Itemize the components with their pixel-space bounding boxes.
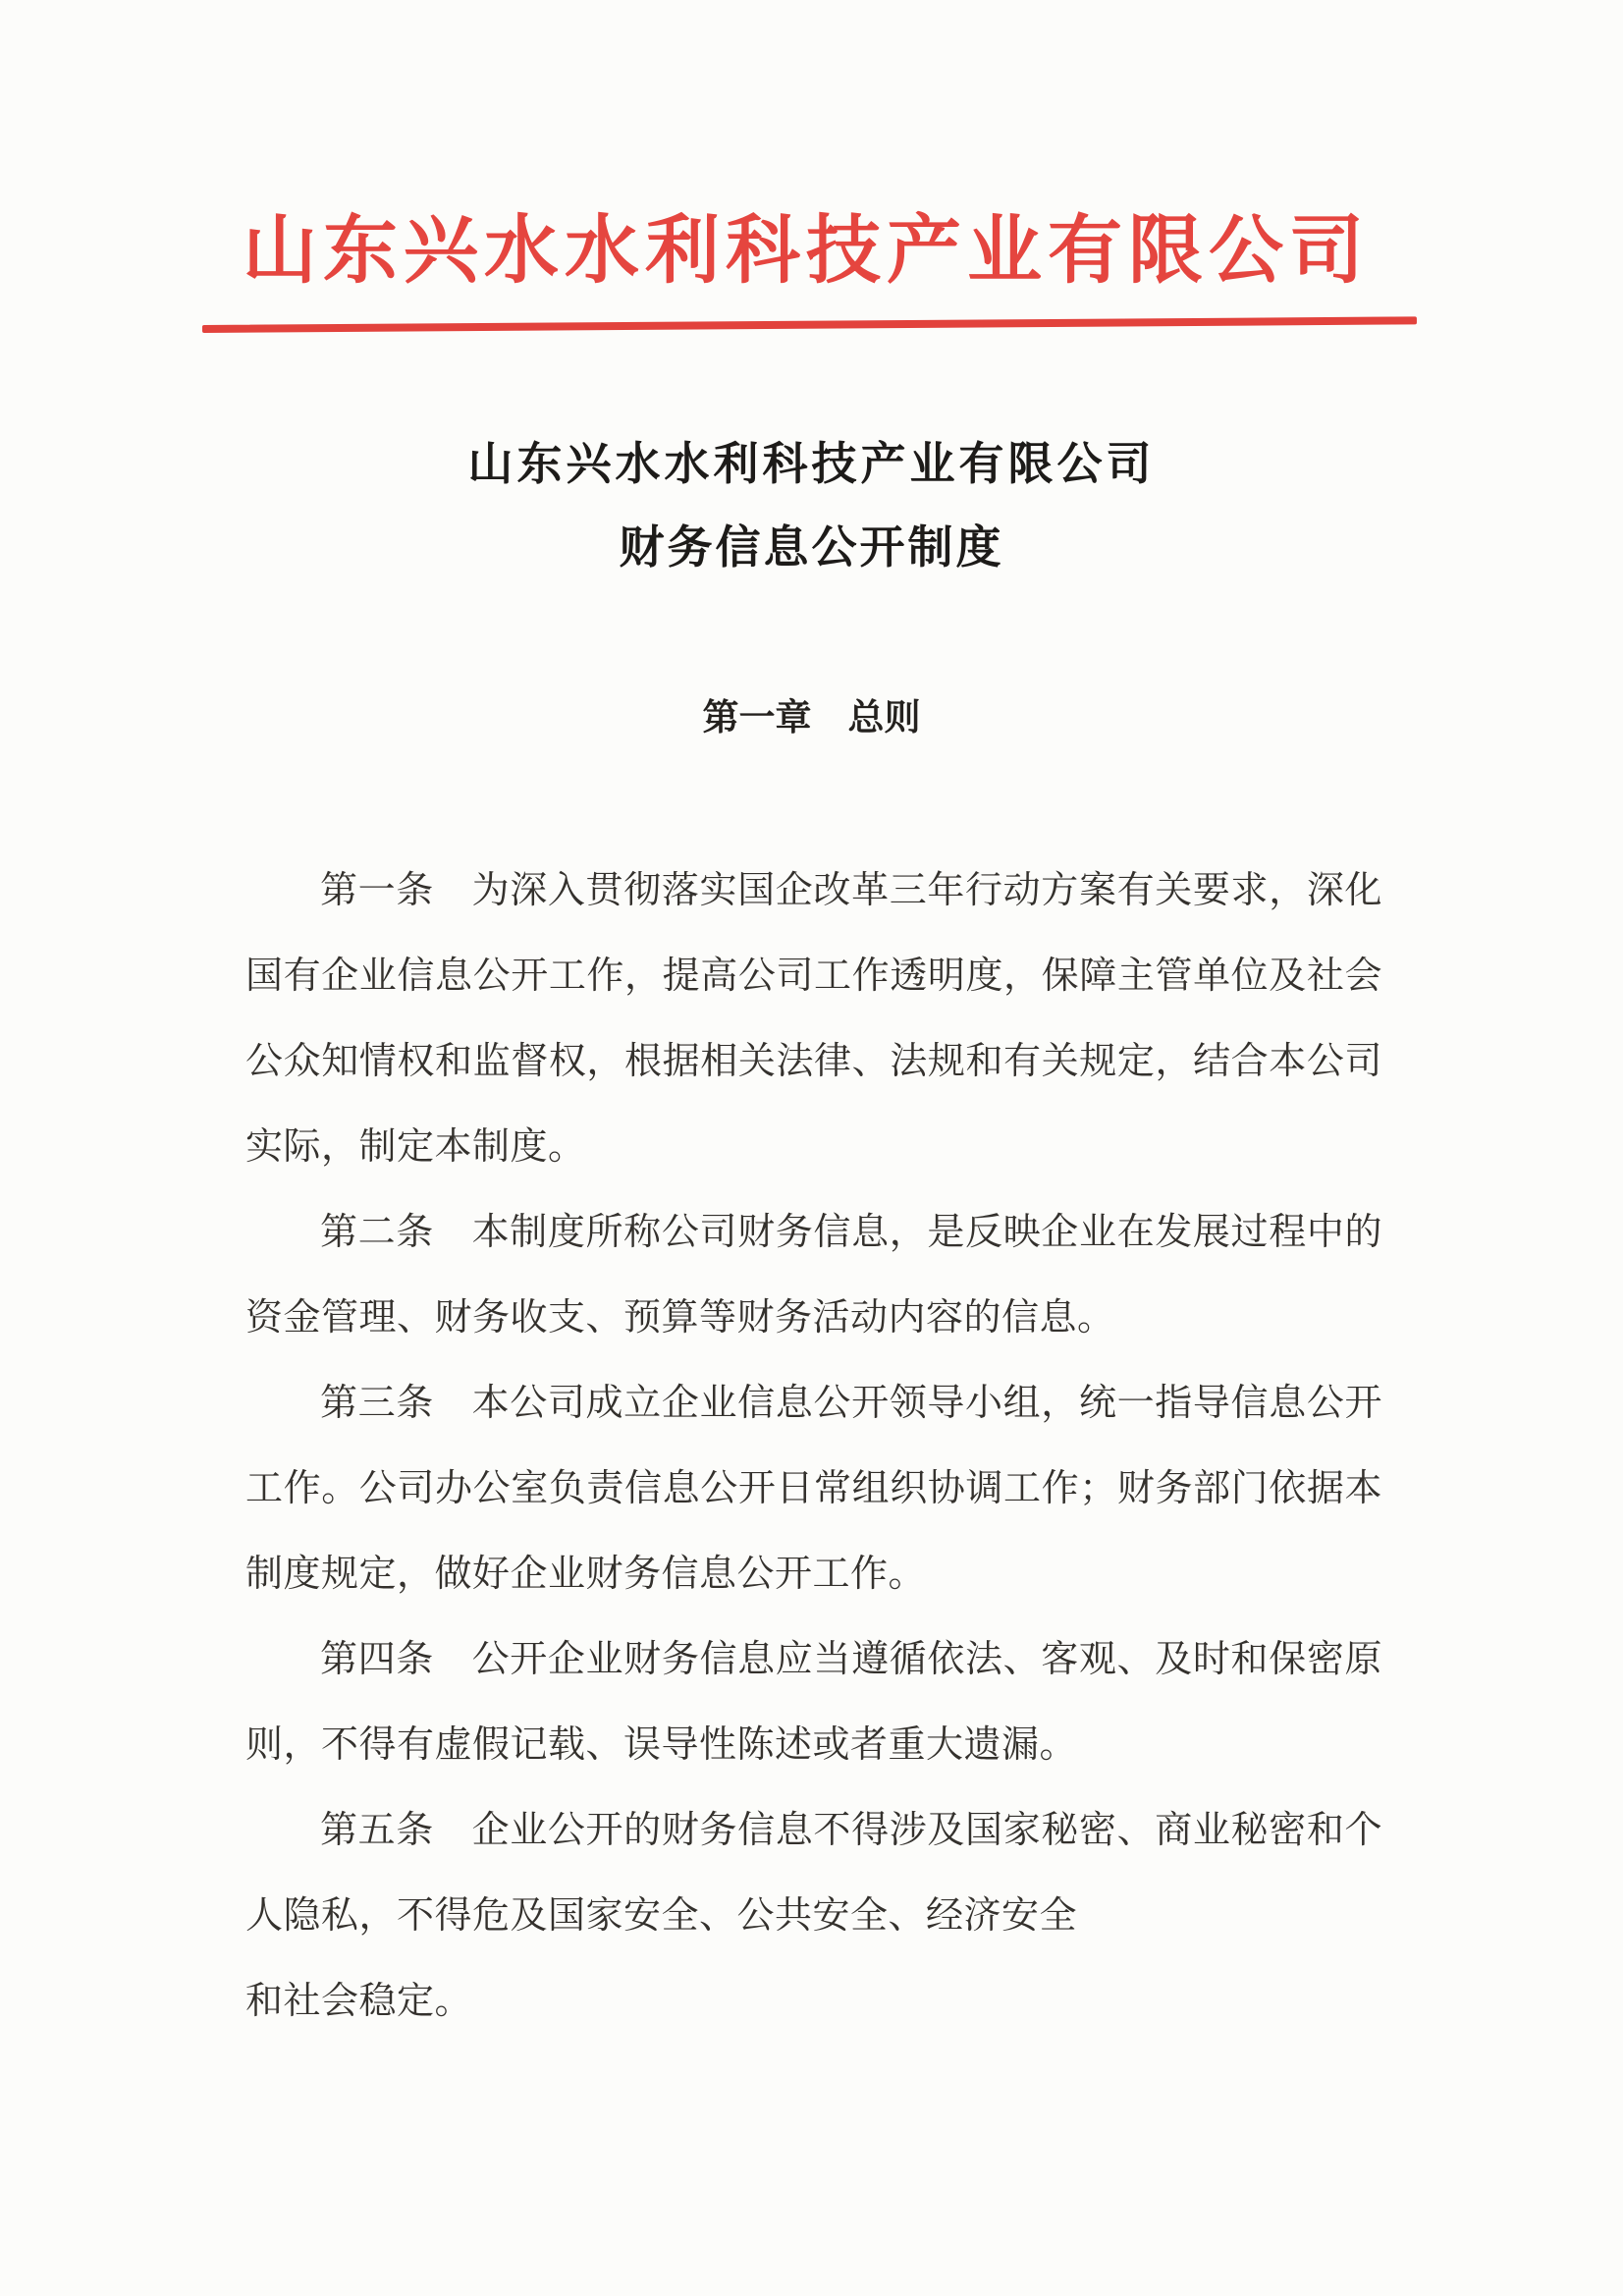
document-title-subject: 财务信息公开制度 xyxy=(619,521,1004,573)
body-line: 国有企业信息公开工作，提高公司工作透明度，保障主管单位及社会 xyxy=(245,956,1382,997)
body-line: 人隐私，不得危及国家安全、公共安全、经济安全 xyxy=(245,1895,1078,1937)
chapter-heading: 第一章 总则 xyxy=(702,697,921,738)
body-line: 第五条 企业公开的财务信息不得涉及国家秘密、商业秘密和个 xyxy=(320,1810,1382,1851)
body-line: 第二条 本制度所称公司财务信息，是反映企业在发展过程中的 xyxy=(320,1212,1382,1253)
body-line: 第四条 公开企业财务信息应当遵循依法、客观、及时和保密原 xyxy=(320,1639,1382,1680)
document-title-company: 山东兴水水利科技产业有限公司 xyxy=(467,438,1156,489)
body-line: 则，不得有虚假记载、误导性陈述或者重大遗漏。 xyxy=(245,1724,1078,1766)
letterhead-divider-rule xyxy=(202,316,1417,333)
body-line: 资金管理、财务收支、预算等财务活动内容的信息。 xyxy=(245,1297,1115,1339)
body-line: 实际，制定本制度。 xyxy=(245,1126,586,1168)
body-line: 工作。公司办公室负责信息公开日常组织协调工作；财务部门依据本 xyxy=(245,1468,1382,1509)
body-line: 和社会稳定。 xyxy=(245,1981,473,2022)
body-line: 第三条 本公司成立企业信息公开领导小组，统一指导信息公开 xyxy=(320,1383,1382,1424)
document-body xyxy=(245,848,1382,2045)
body-line: 制度规定，做好企业财务信息公开工作。 xyxy=(245,1554,927,1595)
body-line: 第一条 为深入贯彻落实国企改革三年行动方案有关要求，深化 xyxy=(320,870,1382,911)
letterhead-company-name: 山东兴水水利科技产业有限公司 xyxy=(243,210,1370,293)
body-line: 公众知情权和监督权，根据相关法律、法规和有关规定，结合本公司 xyxy=(245,1041,1382,1082)
